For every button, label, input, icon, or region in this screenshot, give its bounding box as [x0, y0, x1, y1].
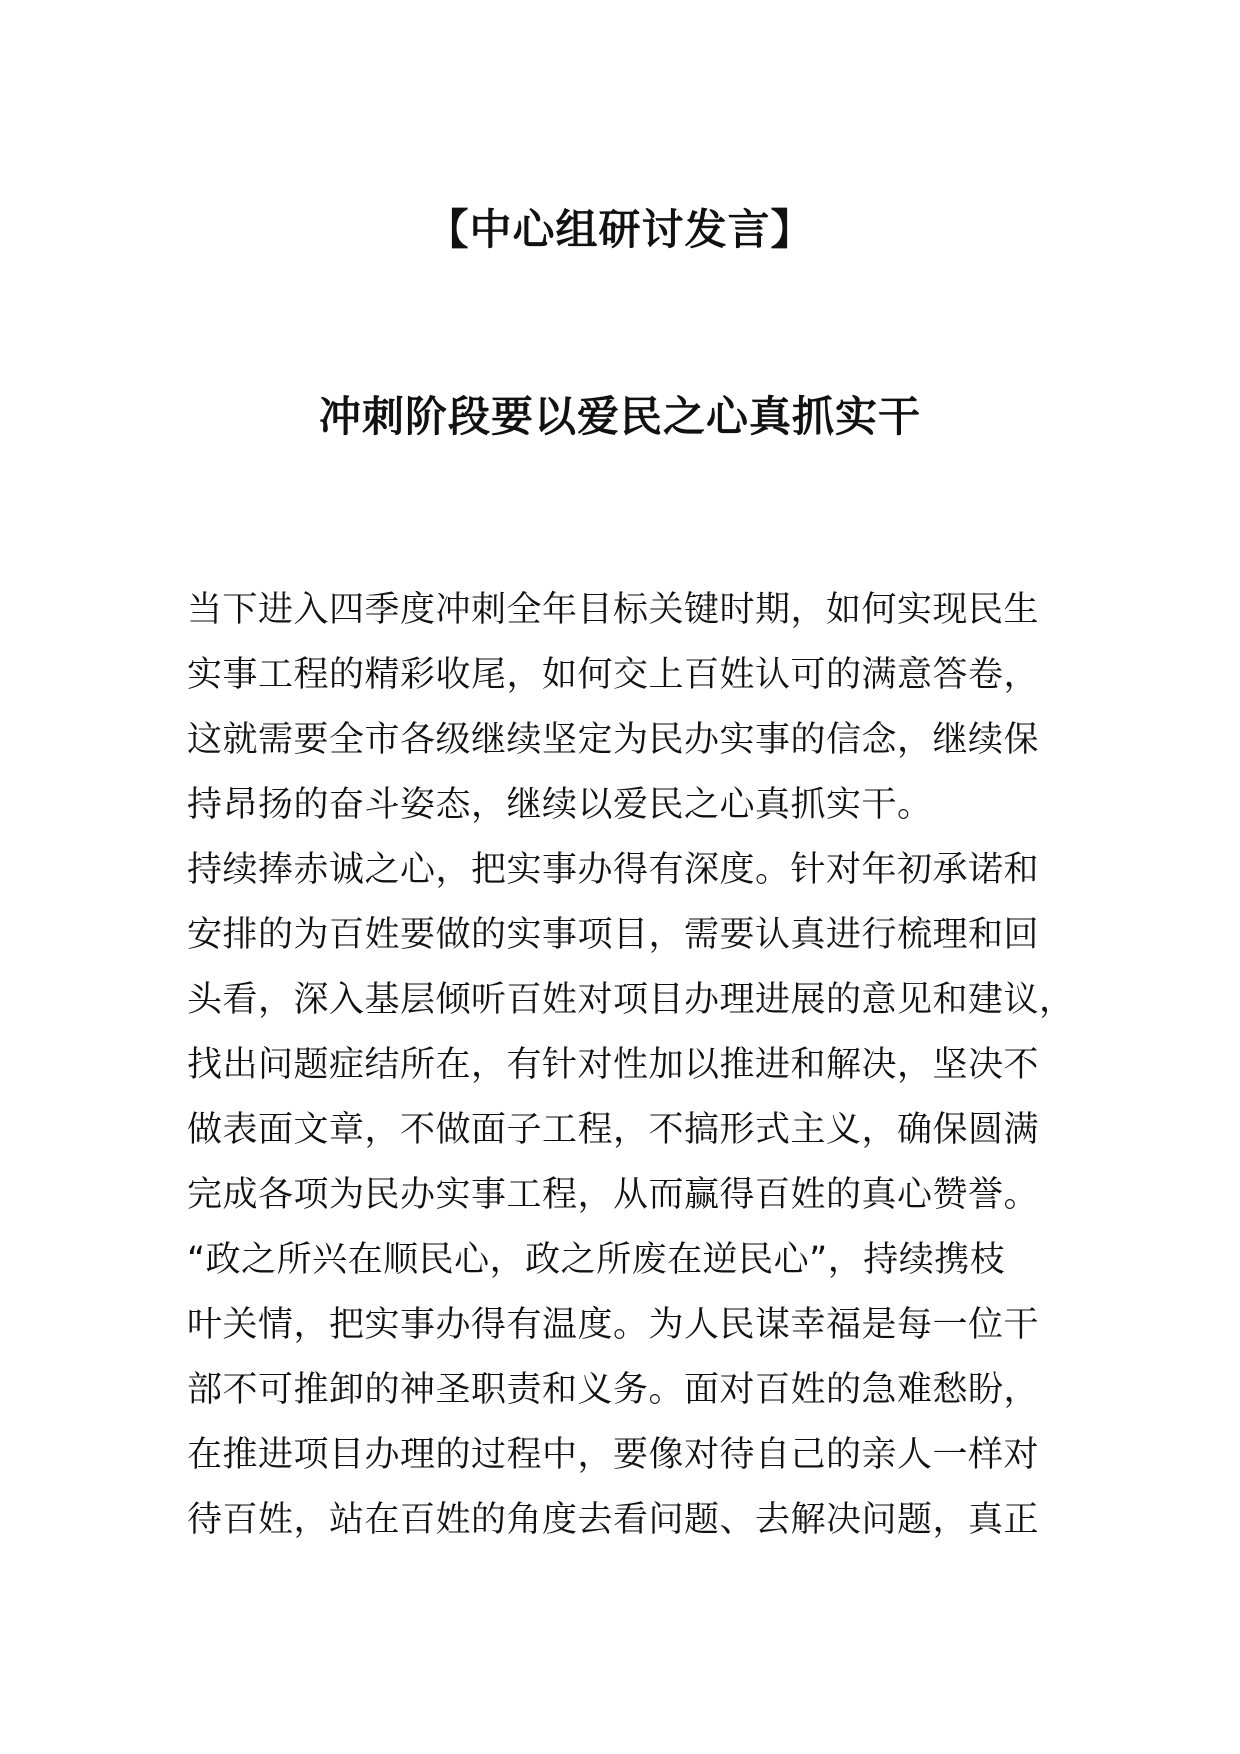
body-line: 这就需要全市各级继续坚定为民办实事的信念，继续保 [187, 720, 1040, 760]
body-line: 找出问题症结所在，有针对性加以推进和解决，坚决不 [187, 1045, 1040, 1085]
body-line: 实事工程的精彩收尾，如何交上百姓认可的满意答卷， [187, 655, 1040, 695]
body-line: 安排的为百姓要做的实事项目，需要认真进行梳理和回 [187, 915, 1040, 955]
body-line: 持续捧赤诚之心，把实事办得有深度。针对年初承诺和 [187, 850, 1040, 890]
document-body [187, 578, 1087, 1553]
body-line: 当下进入四季度冲刺全年目标关键时期，如何实现民生 [187, 590, 1040, 630]
body-line: 做表面文章，不做面子工程，不搞形式主义，确保圆满 [187, 1110, 1040, 1150]
body-line: 叶关情，把实事办得有温度。为人民谋幸福是每一位干 [187, 1305, 1040, 1345]
document-category-heading: 【中心组研讨发言】 [426, 205, 814, 254]
document-title: 冲刺阶段要以爱民之心真抓实干 [318, 392, 921, 441]
body-line: 完成各项为民办实事工程，从而赢得百姓的真心赞誉。 [187, 1175, 1040, 1215]
body-line: 待百姓，站在百姓的角度去看问题、去解决问题，真正 [187, 1500, 1040, 1540]
body-line: 持昂扬的奋斗姿态，继续以爱民之心真抓实干。 [187, 785, 933, 825]
body-line: 在推进项目办理的过程中，要像对待自己的亲人一样对 [187, 1435, 1040, 1475]
body-line: “政之所兴在顺民心，政之所废在逆民心”，持续携枝 [187, 1240, 1006, 1280]
body-line: 部不可推卸的神圣职责和义务。面对百姓的急难愁盼， [187, 1370, 1040, 1410]
body-line: 头看，深入基层倾听百姓对项目办理进展的意见和建议， [187, 980, 1075, 1020]
